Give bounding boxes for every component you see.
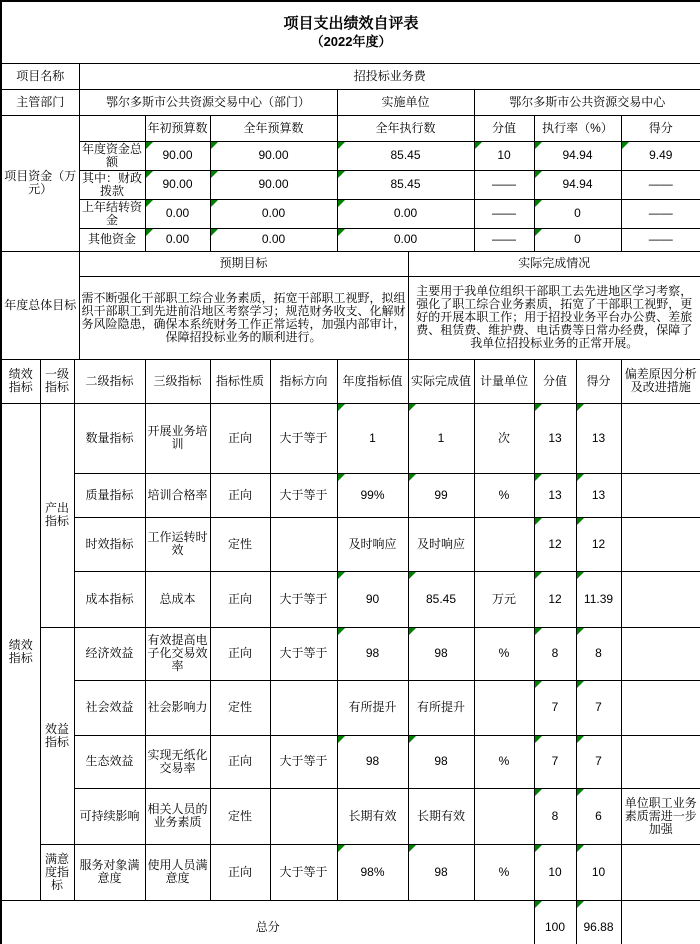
ind-cell-level2: 服务对象满意度 (74, 844, 145, 900)
ind-cell-level2: 社会效益 (74, 680, 145, 735)
ind-cell-target: 98% (337, 844, 408, 900)
ind-cell-level2: 可持续影响 (74, 788, 145, 844)
ind-cell-actual: 有所提升 (408, 680, 474, 735)
ind-cell-unit: % (474, 473, 534, 517)
indicator-row (1, 571, 700, 627)
funds-cell: 85.45 (337, 170, 474, 199)
indicator-row (1, 473, 700, 517)
goals-expected-header: 预期目标 (79, 251, 408, 276)
goals-section-label: 年度总体目标 (1, 251, 79, 359)
total-label: 总分 (1, 900, 534, 944)
ind-cell-score: 13 (576, 403, 621, 473)
indicator-row (1, 788, 700, 844)
ind-header-target: 年度指标值 (337, 359, 408, 403)
ind-cell-score: 7 (576, 680, 621, 735)
ind-cell-level3: 使用人员满意度 (145, 844, 210, 900)
goals-actual-header: 实际完成情况 (408, 251, 700, 276)
ind-cell-unit: 万元 (474, 571, 534, 627)
funds-col-exec-rate: 执行率（%） (534, 115, 621, 141)
indicator-row (1, 680, 700, 735)
ind-cell-level3: 相关人员的业务素质 (145, 788, 210, 844)
funds-row-total (1, 141, 700, 170)
ind-cell-level2: 生态效益 (74, 735, 145, 788)
title-row (1, 1, 700, 63)
ind-cell-level2: 经济效益 (74, 627, 145, 680)
ind-cell-deviation (621, 844, 700, 900)
ind-header-score-max: 分值 (534, 359, 576, 403)
ind-cell-target: 98 (337, 627, 408, 680)
funds-cell: 85.45 (337, 141, 474, 170)
dept-value: 鄂尔多斯市公共资源交易中心（部门） (79, 89, 337, 115)
ind-cell-score-max: 8 (534, 627, 576, 680)
ind-cell-score: 10 (576, 844, 621, 900)
ind-cell-deviation (621, 403, 700, 473)
funds-col-blank (79, 115, 145, 141)
ind-cell-level3: 工作运转时效 (145, 517, 210, 571)
ind-cell-deviation (621, 680, 700, 735)
title-cell (1, 1, 700, 63)
ind-cell-score: 6 (576, 788, 621, 844)
ind-cell-level3: 开展业务培训 (145, 403, 210, 473)
ind-group-label: 满意度指标 (40, 844, 74, 900)
indicator-row (1, 844, 700, 900)
funds-row-label: 其中：财政拨款 (79, 170, 145, 199)
ind-cell-actual: 85.45 (408, 571, 474, 627)
ind-cell-actual: 98 (408, 627, 474, 680)
ind-cell-nature: 定性 (210, 788, 270, 844)
funds-cell: 90.00 (210, 170, 337, 199)
ind-group-label: 产出指标 (40, 403, 74, 627)
ind-cell-direction (270, 517, 337, 571)
ind-cell-unit (474, 788, 534, 844)
goals-expected-text: 需不断强化干部职工综合业务素质，拓宽干部职工视野，拟组织干部职工到先进前沿地区考察学习；规范财务收支、化解财务风险隐患，确保本系统财务工作正常运转，加强内部审计，保障招投标业务的顺利进行。 (79, 276, 408, 359)
funds-row-fiscal (1, 170, 700, 199)
ind-cell-nature: 正向 (210, 844, 270, 900)
ind-cell-target: 90 (337, 571, 408, 627)
ind-cell-score-max: 10 (534, 844, 576, 900)
ind-cell-score-max: 13 (534, 403, 576, 473)
indicator-header-row (1, 359, 700, 403)
ind-cell-target: 99% (337, 473, 408, 517)
ind-cell-score: 11.39 (576, 571, 621, 627)
project-name-value: 招投标业务费 (79, 63, 700, 89)
ind-cell-actual: 99 (408, 473, 474, 517)
ind-cell-direction (270, 680, 337, 735)
ind-header-actual: 实际完成值 (408, 359, 474, 403)
ind-cell-nature: 定性 (210, 517, 270, 571)
ind-cell-level2: 时效指标 (74, 517, 145, 571)
funds-col-score: 得分 (621, 115, 700, 141)
funds-col-executed: 全年执行数 (337, 115, 474, 141)
department-row (1, 89, 700, 115)
indicator-row (1, 735, 700, 788)
goals-actual-text: 主要用于我单位组织干部职工去先进地区学习考察，强化了职工综合业务素质，拓宽了干部职工视野，更好的开展本职工作；用于招投业务平台办公费、差旅费、租赁费、维护费、电话费等日常办经费，保障了我单位招投标业务的正常开展。 (408, 276, 700, 359)
ind-cell-score-max: 8 (534, 788, 576, 844)
total-row (1, 900, 700, 944)
ind-cell-level3: 实现无纸化交易率 (145, 735, 210, 788)
ind-cell-nature: 定性 (210, 680, 270, 735)
ind-header-level2: 二级指标 (74, 359, 145, 403)
ind-cell-actual: 及时响应 (408, 517, 474, 571)
ind-cell-score: 13 (576, 473, 621, 517)
funds-section-label: 项目资金（万元） (1, 115, 79, 251)
ind-cell-deviation (621, 735, 700, 788)
ind-cell-unit (474, 517, 534, 571)
ind-cell-direction: 大于等于 (270, 627, 337, 680)
ind-cell-level3: 总成本 (145, 571, 210, 627)
ind-cell-target: 长期有效 (337, 788, 408, 844)
ind-cell-unit (474, 680, 534, 735)
total-deviation (621, 900, 700, 944)
funds-cell: —— (621, 199, 700, 228)
funds-cell: 0.00 (337, 199, 474, 228)
ind-cell-nature: 正向 (210, 571, 270, 627)
ind-cell-unit: % (474, 627, 534, 680)
ind-cell-score: 12 (576, 517, 621, 571)
ind-cell-score-max: 7 (534, 735, 576, 788)
ind-header-nature: 指标性质 (210, 359, 270, 403)
funds-header-row (1, 115, 700, 141)
ind-cell-deviation: 单位职工业务素质需进一步加强 (621, 788, 700, 844)
ind-header-level1: 一级指标 (40, 359, 74, 403)
funds-row-label: 其他资金 (79, 228, 145, 251)
ind-cell-deviation (621, 627, 700, 680)
funds-row-other (1, 228, 700, 251)
ind-header-deviation: 偏差原因分析及改进措施 (621, 359, 700, 403)
funds-cell: 90.00 (210, 141, 337, 170)
ind-cell-score: 8 (576, 627, 621, 680)
indicator-row (1, 627, 700, 680)
funds-cell: 0.00 (337, 228, 474, 251)
ind-cell-nature: 正向 (210, 473, 270, 517)
ind-cell-nature: 正向 (210, 735, 270, 788)
funds-cell: 94.94 (534, 141, 621, 170)
ind-cell-target: 1 (337, 403, 408, 473)
funds-cell: 90.00 (145, 170, 210, 199)
impl-label: 实施单位 (337, 89, 474, 115)
total-score-max: 100 (534, 900, 576, 944)
funds-cell: —— (621, 170, 700, 199)
ind-cell-direction: 大于等于 (270, 571, 337, 627)
funds-cell: 0.00 (210, 199, 337, 228)
ind-header-score: 得分 (576, 359, 621, 403)
ind-cell-level3: 有效提高电子化交易效率 (145, 627, 210, 680)
funds-cell: 0 (534, 199, 621, 228)
ind-cell-score-max: 7 (534, 680, 576, 735)
ind-cell-level2: 质量指标 (74, 473, 145, 517)
ind-cell-actual: 98 (408, 844, 474, 900)
funds-col-score-max: 分值 (474, 115, 534, 141)
funds-cell: —— (474, 228, 534, 251)
ind-cell-level3: 培训合格率 (145, 473, 210, 517)
ind-header-unit: 计量单位 (474, 359, 534, 403)
ind-cell-deviation (621, 473, 700, 517)
funds-cell: 9.49 (621, 141, 700, 170)
funds-cell: 0 (534, 228, 621, 251)
ind-cell-unit: % (474, 844, 534, 900)
page-title: 项目支出绩效自评表 (283, 15, 419, 33)
funds-row-label: 年度资金总额 (79, 141, 145, 170)
funds-cell: 90.00 (145, 141, 210, 170)
project-name-row (1, 63, 700, 89)
funds-row-carryover (1, 199, 700, 228)
ind-cell-level2: 成本指标 (74, 571, 145, 627)
ind-cell-direction: 大于等于 (270, 844, 337, 900)
funds-cell: 94.94 (534, 170, 621, 199)
funds-cell: 0.00 (145, 228, 210, 251)
goals-header-row (1, 251, 700, 276)
ind-cell-actual: 长期有效 (408, 788, 474, 844)
impl-value: 鄂尔多斯市公共资源交易中心 (474, 89, 700, 115)
ind-cell-direction: 大于等于 (270, 473, 337, 517)
ind-header-section: 绩效指标 (1, 359, 40, 403)
indicator-row (1, 403, 700, 473)
funds-row-label: 上年结转资金 (79, 199, 145, 228)
ind-cell-score-max: 12 (534, 517, 576, 571)
project-name-label: 项目名称 (1, 63, 79, 89)
funds-cell: —— (474, 199, 534, 228)
ind-cell-target: 有所提升 (337, 680, 408, 735)
ind-cell-direction: 大于等于 (270, 735, 337, 788)
ind-cell-deviation (621, 571, 700, 627)
ind-cell-level2: 数量指标 (74, 403, 145, 473)
funds-col-initial-budget: 年初预算数 (145, 115, 210, 141)
ind-group-label: 效益指标 (40, 627, 74, 844)
dept-label: 主管部门 (1, 89, 79, 115)
funds-cell: 10 (474, 141, 534, 170)
total-score: 96.88 (576, 900, 621, 944)
funds-cell: —— (474, 170, 534, 199)
ind-cell-unit: % (474, 735, 534, 788)
ind-cell-score-max: 13 (534, 473, 576, 517)
ind-header-direction: 指标方向 (270, 359, 337, 403)
ind-cell-score: 7 (576, 735, 621, 788)
ind-section-label: 绩效指标 (1, 403, 40, 900)
ind-cell-actual: 98 (408, 735, 474, 788)
ind-cell-target: 98 (337, 735, 408, 788)
ind-cell-score-max: 12 (534, 571, 576, 627)
goals-content-row (1, 276, 700, 359)
page-subtitle: （2022年度） (310, 34, 392, 50)
ind-cell-deviation (621, 517, 700, 571)
funds-cell: —— (621, 228, 700, 251)
ind-cell-unit: 次 (474, 403, 534, 473)
ind-cell-direction (270, 788, 337, 844)
funds-cell: 0.00 (210, 228, 337, 251)
ind-cell-actual: 1 (408, 403, 474, 473)
funds-col-annual-budget: 全年预算数 (210, 115, 337, 141)
ind-cell-nature: 正向 (210, 627, 270, 680)
ind-cell-nature: 正向 (210, 403, 270, 473)
ind-cell-level3: 社会影响力 (145, 680, 210, 735)
funds-cell: 0.00 (145, 199, 210, 228)
indicator-row (1, 517, 700, 571)
ind-header-level3: 三级指标 (145, 359, 210, 403)
ind-cell-direction: 大于等于 (270, 403, 337, 473)
ind-cell-target: 及时响应 (337, 517, 408, 571)
